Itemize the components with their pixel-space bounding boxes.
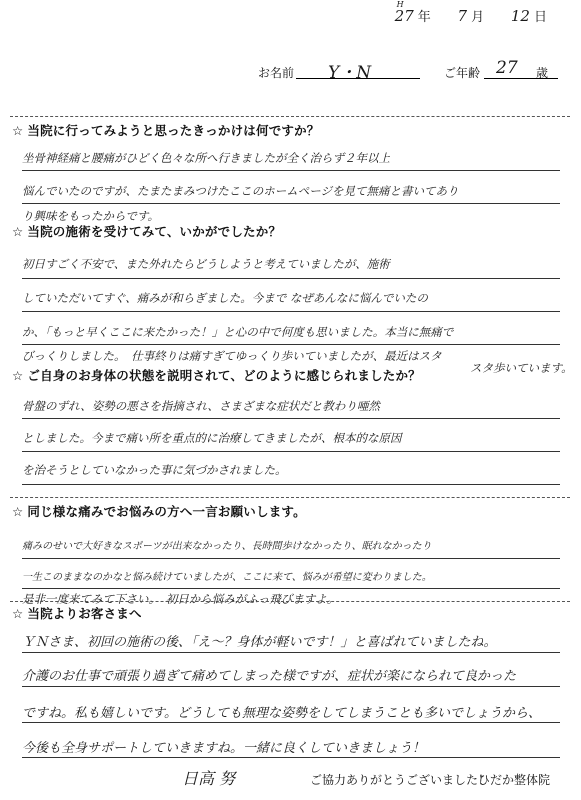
date-year: 27 [394, 7, 414, 25]
answer-5-line-4: 今後も全身サポートしていきますね。一緒に良くしていきましょう！ [22, 741, 426, 756]
answer-4-line-3: 是非一度来てみて下さい。 初日から悩みがふっ飛びますよ。 [22, 592, 339, 606]
age-value: 27 [496, 58, 518, 78]
answer-2-line-1: 初日すごく不安で、また外れたらどうしようと考えていましたが、施術 [22, 257, 390, 271]
date-field [394, 0, 551, 25]
answer-1-line-1: 坐骨神経痛と腰痛がひどく色々な所へ行きましたが全く治らず２年以上 [22, 151, 390, 165]
answer-1-line-2: 悩んでいたのですが、たまたまみつけたここのホームページを見て無痛と書いてあり [22, 184, 459, 198]
question-4: ☆ 同じ様な痛みでお悩みの方へ一言お願いします。 [12, 504, 306, 519]
answer-3-line-1: 骨盤のずれ、姿勢の悪さを指摘され、さまざまな症状だと教わり唖然 [22, 399, 380, 413]
patient-info [258, 60, 558, 84]
date-day-unit: 日 [533, 10, 547, 25]
date-year-unit: 年 [417, 10, 431, 25]
date-day: 12 [510, 7, 530, 25]
answer-5-line-3: ですね。私も嬉しいです。どうしても無理な姿勢をしてしまうことも多いでしょうから、 [22, 706, 541, 721]
answer-4-line-1: 痛みのせいで大好きなスポーツが出来なかったり、長時間歩けなかったり、眠れなかったり [22, 541, 432, 552]
answer-2-line-3: か、「もっと早くここに来たかった！」と心の中で何度も思いました。本当に無痛で [22, 325, 454, 339]
answer-4-line-2: 一生このままなのかなと悩み続けていましたが、ここに来て、悩みが希望に変わりました。 [22, 572, 432, 583]
name-label: お名前 [258, 66, 295, 80]
answer-1-line-3: り興味をもったからです。 [22, 209, 159, 223]
answer-3-line-2: としました。今まで痛い所を重点的に治療してきましたが、根本的な原因 [22, 431, 402, 445]
name-value: Y・N [328, 63, 372, 83]
question-3: ☆ ご自身のお身体の状態を説明されて、どのように感じられましたか？ [12, 368, 421, 383]
answer-2-line-4: びっくりしました。 仕事終りは痛すぎてゆっくり歩いていましたが、最近はスタ [22, 349, 442, 363]
staff-signature: 日高 努 [182, 769, 236, 788]
answer-2-line-5: スタ歩いています。 [470, 361, 573, 375]
era-mark: H [396, 0, 404, 9]
answer-5-line-1: ＹＮさま、初回の施術の後、「え〜？身体が軽いです！」と喜ばれていましたね。 [22, 635, 497, 650]
question-2: ☆ 当院の施術を受けてみて、いかがでしたか？ [12, 224, 282, 239]
answer-3-line-3: を治そうとしていなかった事に気づかされました。 [22, 463, 287, 477]
question-5: ☆ 当院よりお客さまへ [12, 606, 142, 621]
age-unit: 歳 [536, 66, 549, 80]
date-month: 7 [457, 7, 468, 25]
thanks-message: ご協力ありがとうございました！ [310, 773, 491, 787]
clinic-name: ひだか整体院 [478, 773, 551, 787]
age-label: ご年齢 [444, 66, 481, 80]
answer-5-line-2: 介護のお仕事で頑張り過ぎて痛めてしまった様ですが、症状が楽になられて良かった [22, 669, 517, 684]
question-1: ☆ 当院に行ってみようと思ったきっかけは何ですか？ [12, 123, 320, 138]
date-month-unit: 月 [471, 10, 485, 25]
answer-2-line-2: していただいてすぐ、痛みが和らぎました。今まで なぜあんなに悩んでいたの [22, 291, 428, 305]
